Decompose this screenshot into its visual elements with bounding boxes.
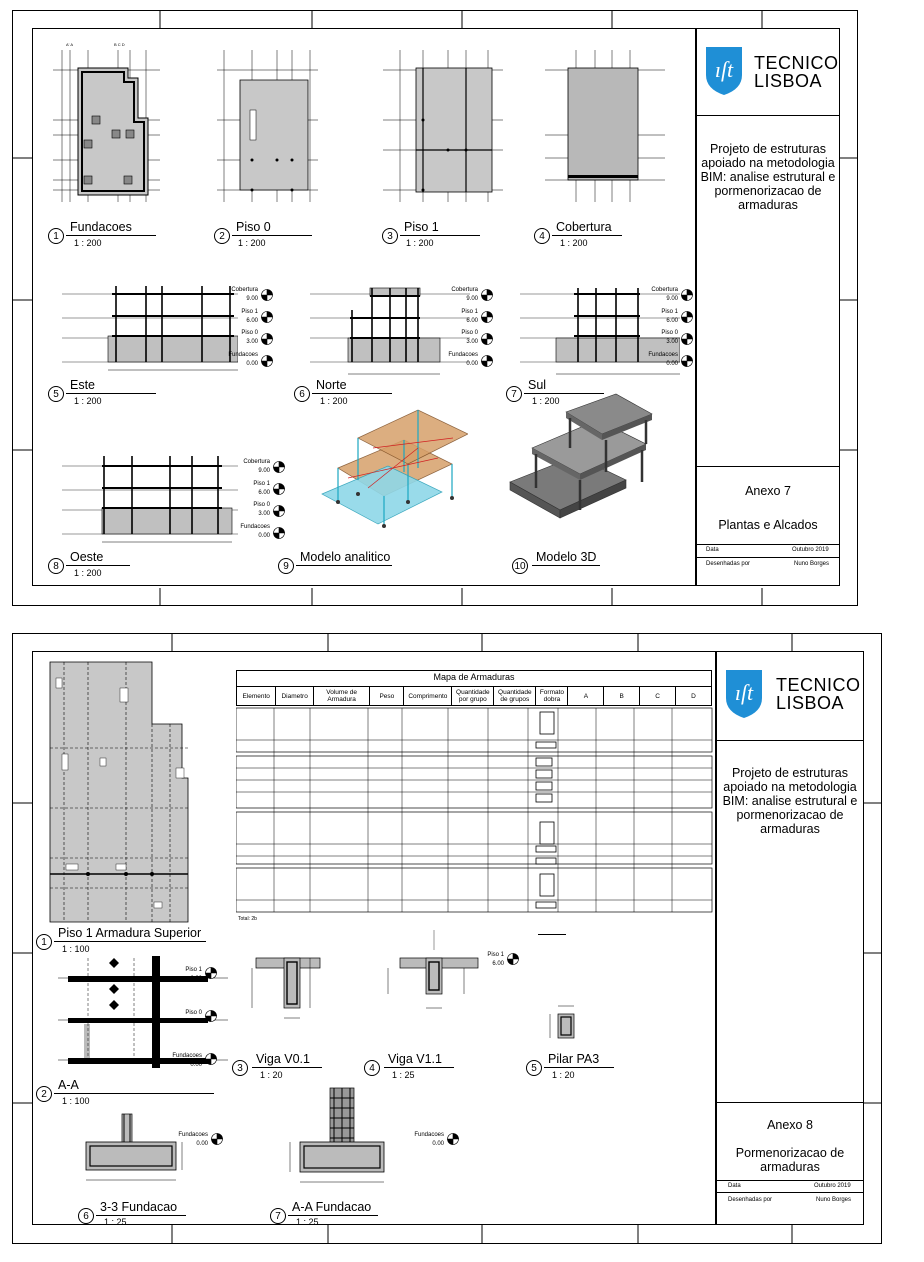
view-title-underline: [54, 1093, 214, 1094]
level-cobertura-label: Cobertura: [451, 287, 478, 293]
view-title-underline: [384, 1067, 454, 1068]
level-marker-icons: [680, 288, 694, 370]
view-title-viga-v0-1: Viga V0.1: [256, 1052, 310, 1066]
level-piso0-value: 3.00: [246, 339, 258, 345]
view-scale-oeste: 1 : 200: [74, 568, 102, 578]
view-title-norte: Norte: [316, 378, 347, 392]
view-number-5: 5: [48, 386, 64, 402]
view-number-6: 6: [78, 1208, 94, 1224]
view-title-viga-v1-1: Viga V1.1: [388, 1052, 442, 1066]
rebar-col-qtd-grupo: Quantidade por grupo: [452, 687, 494, 706]
view-scale-a-a: 1 : 100: [62, 1096, 90, 1106]
view-number-1: 1: [48, 228, 64, 244]
project-title: Projeto de estruturas apoiado na metodologia BIM: analise estrutural e pormenorizacao de armaduras: [722, 766, 858, 836]
beam-section-v1-1: [380, 930, 510, 1020]
level-piso0-value: 3.00: [258, 511, 270, 517]
level-piso1-value: 6.00: [258, 490, 270, 496]
view-title-modelo-analitico: Modelo analitico: [300, 550, 391, 564]
level-piso1-label: Piso 1: [185, 967, 202, 973]
logo-icon: [704, 45, 744, 97]
3d-model: [506, 392, 656, 527]
rebar-col-formato: Formato dobra: [536, 687, 568, 706]
view-scale-fundacoes: 1 : 200: [74, 238, 102, 248]
level-fundacoes-label: Fundacoes: [172, 1053, 202, 1059]
level-fundacoes-label: Fundacoes: [178, 1132, 208, 1138]
view-title-underline: [252, 1067, 322, 1068]
title-block-divider: [716, 1192, 864, 1193]
level-piso0-value: 3.00: [466, 339, 478, 345]
view-title-piso-1: Piso 1: [404, 220, 439, 234]
view-title-underline: [296, 565, 392, 566]
rebar-col-peso: Peso: [370, 687, 404, 706]
view-title-underline: [232, 235, 312, 236]
elevation-oeste: [62, 440, 238, 552]
view-title-este: Este: [70, 378, 96, 392]
level-piso0-value: 3.00: [666, 339, 678, 345]
rebar-table-title: Mapa de Armaduras: [433, 672, 515, 682]
view-scale-piso-1-armadura: 1 : 100: [62, 944, 90, 954]
column-section-pa3: [536, 1002, 586, 1046]
view-number-4: 4: [364, 1060, 380, 1076]
view-scale-3-3-fundacao: 1 : 25: [104, 1217, 127, 1227]
level-piso0-label: Piso 0: [661, 330, 678, 336]
level-piso1-label: Piso 1: [461, 309, 478, 315]
level-marker-icons: [204, 966, 218, 1070]
level-piso0-label: Piso 0: [253, 502, 270, 508]
level-marker-icons: [480, 288, 494, 370]
logo-text-line1: TECNICO: [754, 53, 839, 73]
level-piso1-value: 6.00: [190, 976, 202, 982]
level-fundacoes-value: 0.00: [246, 361, 258, 367]
rebar-col-a: A: [568, 687, 604, 706]
drawn-by-label: Desenhadas por: [728, 1197, 773, 1203]
section-a-a: [58, 954, 228, 1072]
level-fundacoes-label: Fundacoes: [228, 352, 258, 358]
view-scale-a-a-fundacao: 1 : 25: [296, 1217, 319, 1227]
view-title-underline: [66, 565, 130, 566]
level-marker-icon: [506, 952, 520, 966]
level-piso1-label: Piso 1: [661, 309, 678, 315]
view-title-underline: [400, 235, 480, 236]
view-number-7: 7: [506, 386, 522, 402]
logo-text-line1: TECNICO: [776, 675, 861, 695]
view-scale-este: 1 : 200: [74, 396, 102, 406]
view-scale-viga-v1-1: 1 : 25: [392, 1070, 415, 1080]
view-title-a-a-fundacao: A-A Fundacao: [292, 1200, 372, 1214]
view-scale-norte: 1 : 200: [320, 396, 348, 406]
analytical-model: [318, 398, 468, 533]
beam-section-v0-1: [246, 952, 326, 1032]
rebar-col-b: B: [604, 687, 640, 706]
level-cobertura-label: Cobertura: [231, 287, 258, 293]
view-title-underline: [552, 235, 622, 236]
svg-text:A' A: A' A: [66, 42, 73, 47]
rebar-table-underline: [538, 934, 566, 935]
logo-text-line2: LISBOA: [754, 71, 823, 91]
level-marker-icons: [272, 460, 286, 542]
title-block-divider: [716, 740, 864, 741]
level-fundacoes-value: 0.00: [466, 361, 478, 367]
level-cobertura-label: Cobertura: [243, 459, 270, 465]
svg-text:B C D: B C D: [114, 42, 125, 47]
view-title-sul: Sul: [528, 378, 547, 392]
level-cobertura-value: 9.00: [246, 296, 258, 302]
view-scale-piso-0: 1 : 200: [238, 238, 266, 248]
view-number-6: 6: [294, 386, 310, 402]
date-label: Data: [728, 1183, 741, 1189]
title-block-divider: [696, 544, 840, 545]
view-scale-pilar-pa3: 1 : 20: [552, 1070, 575, 1080]
level-fundacoes-label: Fundacoes: [414, 1132, 444, 1138]
level-fundacoes-label: Fundacoes: [448, 352, 478, 358]
rebar-col-elemento: Elemento: [237, 687, 276, 706]
title-block-divider: [716, 1102, 864, 1103]
plan-piso-1: [378, 40, 508, 205]
view-title-underline: [544, 1067, 614, 1068]
logo-icon: [724, 668, 764, 720]
view-title-underline: [532, 565, 600, 566]
foundation-section-3-3: [56, 1108, 196, 1198]
title-block-divider: [696, 557, 840, 558]
view-title-underline: [288, 1215, 378, 1216]
level-cobertura-value: 9.00: [466, 296, 478, 302]
title-block-divider: [696, 466, 840, 467]
svg-text:ıſt: ıſt: [714, 57, 734, 82]
view-title-underline: [96, 1215, 186, 1216]
level-fundacoes-value: 0.00: [432, 1141, 444, 1147]
rebar-table-body: [236, 704, 714, 928]
level-fundacoes-value: 0.00: [190, 1062, 202, 1068]
elevation-este: [62, 266, 238, 382]
view-number-5: 5: [526, 1060, 542, 1076]
level-piso1-value: 6.00: [492, 961, 504, 967]
view-number-2: 2: [214, 228, 230, 244]
level-piso0-label: Piso 0: [185, 1010, 202, 1016]
view-number-7: 7: [270, 1208, 286, 1224]
view-title-cobertura: Cobertura: [556, 220, 612, 234]
level-piso0-label: Piso 0: [241, 330, 258, 336]
level-cobertura-label: Cobertura: [651, 287, 678, 293]
level-piso1-label: Piso 1: [487, 952, 504, 958]
level-piso1-label: Piso 1: [253, 481, 270, 487]
view-number-2: 2: [36, 1086, 52, 1102]
view-number-3: 3: [382, 228, 398, 244]
level-piso1-value: 6.00: [466, 318, 478, 324]
view-number-1: 1: [36, 934, 52, 950]
level-fundacoes-value: 0.00: [666, 361, 678, 367]
view-title-piso-1-armadura-superior: Piso 1 Armadura Superior: [58, 926, 202, 940]
view-title-pilar-pa3: Pilar PA3: [548, 1052, 600, 1066]
plan-piso-1-armadura-superior: [36, 658, 196, 926]
drawn-by-label: Desenhadas por: [706, 561, 751, 567]
view-number-10: 10: [512, 558, 528, 574]
view-title-3-3-fundacao: 3-3 Fundacao: [100, 1200, 178, 1214]
drawn-by-value: Nuno Borges: [794, 561, 830, 567]
rebar-col-c: C: [640, 687, 676, 706]
plan-fundacoes: [48, 40, 168, 205]
rebar-col-qtd-grupos: Quantidade de grupos: [494, 687, 536, 706]
rebar-col-diametro: Diametro: [276, 687, 314, 706]
drawn-by-value: Nuno Borges: [816, 1197, 852, 1203]
logo-text-line2: LISBOA: [776, 693, 845, 713]
rebar-col-volume: Volume de Armadura: [313, 687, 369, 706]
title-block-divider: [696, 115, 840, 116]
view-scale-piso-1: 1 : 200: [406, 238, 434, 248]
level-piso1-label: Piso 1: [241, 309, 258, 315]
view-scale-viga-v0-1: 1 : 20: [260, 1070, 283, 1080]
rebar-table-header: [236, 686, 712, 706]
annex-title: Pormenorizacao de armaduras: [735, 1146, 845, 1174]
rebar-col-d: D: [676, 687, 712, 706]
level-fundacoes-label: Fundacoes: [648, 352, 678, 358]
annex-number: Anexo 7: [745, 484, 791, 498]
project-title: Projeto de estruturas apoiado na metodologia BIM: analise estrutural e pormenorizacao de armaduras: [700, 142, 836, 212]
level-cobertura-value: 9.00: [666, 296, 678, 302]
view-title-fundacoes: Fundacoes: [70, 220, 132, 234]
view-title-a-a: A-A: [58, 1078, 79, 1092]
level-marker-icons: [260, 288, 274, 370]
view-title-underline: [66, 393, 156, 394]
view-title-piso-0: Piso 0: [236, 220, 271, 234]
level-cobertura-value: 9.00: [258, 468, 270, 474]
view-number-8: 8: [48, 558, 64, 574]
title-block-divider: [716, 1180, 864, 1181]
plan-cobertura: [540, 40, 670, 205]
level-fundacoes-label: Fundacoes: [240, 524, 270, 530]
level-marker-icon: [446, 1132, 460, 1146]
svg-text:ıſt: ıſt: [734, 680, 754, 705]
view-number-4: 4: [534, 228, 550, 244]
view-title-underline: [312, 393, 392, 394]
view-number-3: 3: [232, 1060, 248, 1076]
level-fundacoes-value: 0.00: [196, 1141, 208, 1147]
view-title-underline: [54, 941, 206, 942]
view-title-underline: [66, 235, 156, 236]
view-title-modelo-3d: Modelo 3D: [536, 550, 597, 564]
view-number-9: 9: [278, 558, 294, 574]
level-piso1-value: 6.00: [666, 318, 678, 324]
level-piso1-value: 6.00: [246, 318, 258, 324]
date-value: Outubro 2019: [814, 1183, 851, 1189]
date-value: Outubro 2019: [792, 547, 829, 553]
level-marker-icon: [210, 1132, 224, 1146]
annex-title: Plantas e Alcados: [718, 518, 818, 532]
rebar-col-comprimento: Comprimento: [404, 687, 452, 706]
date-label: Data: [706, 547, 719, 553]
plan-piso-0: [212, 40, 322, 205]
annex-number: Anexo 8: [767, 1118, 813, 1132]
level-piso0-label: Piso 0: [461, 330, 478, 336]
rebar-table-total: Total: 2b: [238, 916, 257, 922]
view-scale-sul: 1 : 200: [532, 396, 560, 406]
view-scale-cobertura: 1 : 200: [560, 238, 588, 248]
level-piso0-value: 3.00: [190, 1019, 202, 1025]
foundation-section-a-a: [282, 1084, 412, 1194]
view-title-oeste: Oeste: [70, 550, 104, 564]
level-fundacoes-value: 0.00: [258, 533, 270, 539]
